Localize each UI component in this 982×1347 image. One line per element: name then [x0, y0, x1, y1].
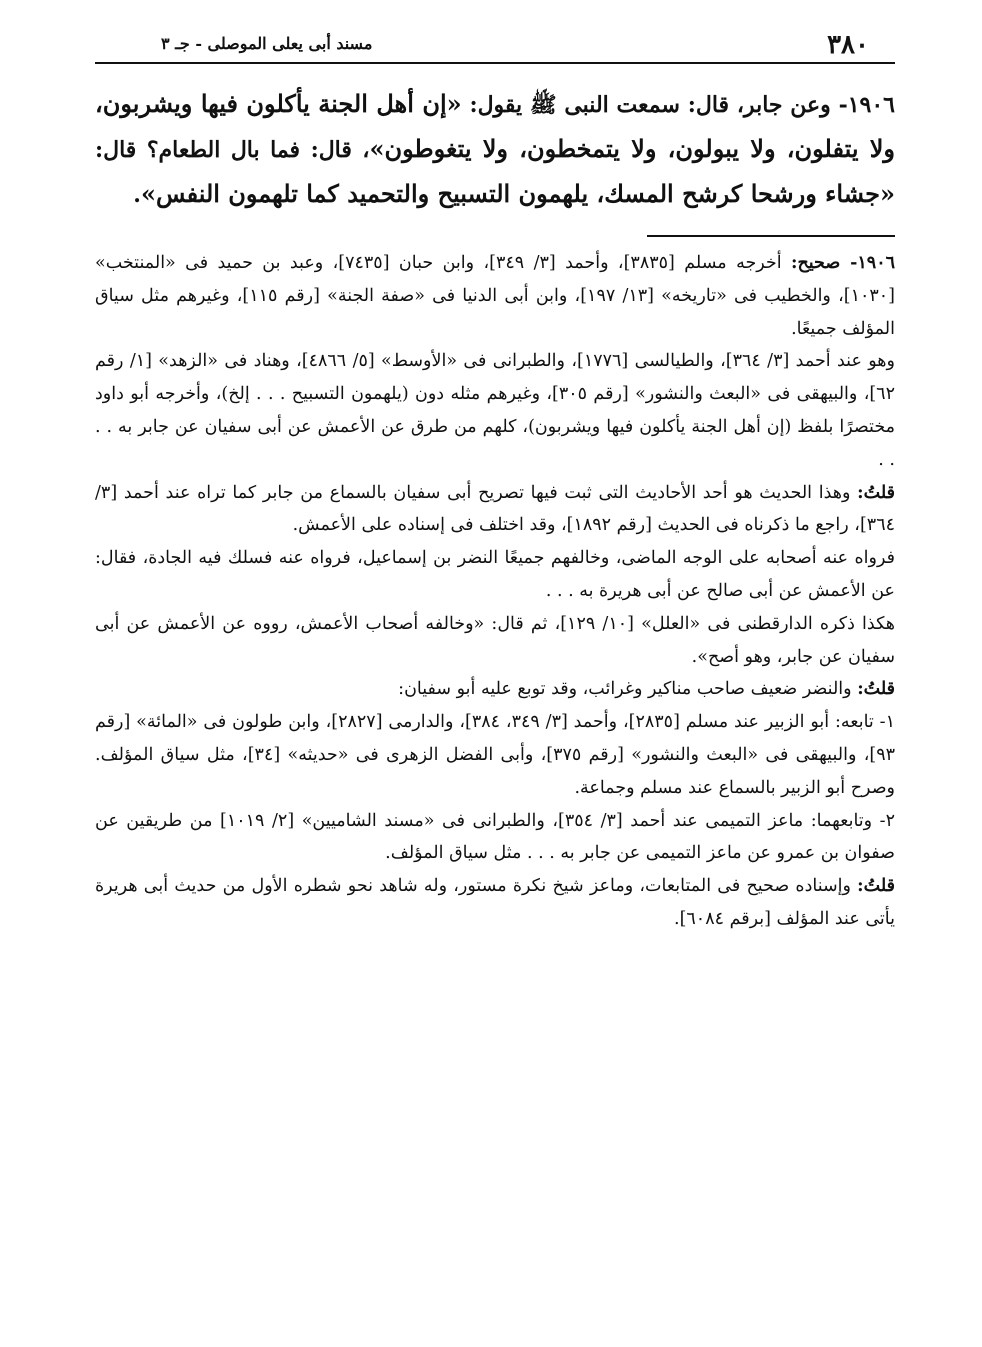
hadith-end: .	[133, 182, 141, 208]
qultu-label: قلتُ:	[857, 482, 895, 503]
qultu-label: قلتُ:	[857, 679, 895, 700]
page-number: ٣٨٠	[819, 30, 877, 60]
footnote-label: ١٩٠٦- صحيح:	[791, 253, 895, 273]
hadith-quote-2: «جشاء ورشحا كرشح المسك، يلهمون التسبيح والتحميد كما تلهمون النفس»	[140, 179, 895, 208]
footnote-paragraph: فرواه عنه أصحابه على الوجه الماضى، وخالفهم جميعًا النضر بن إسماعيل، فرواه عنه فسلك فيه الجادة، فقال: عن الأعمش عن أبى صالح عن أبى هريرة به . . .	[95, 548, 895, 601]
footnote-paragraph	[95, 247, 895, 345]
running-title: مسند أبى يعلى الموصلى - جـ ٣	[153, 34, 380, 53]
hadith-number: ١٩٠٦-	[838, 92, 895, 118]
hadith-quote-1: «إن أهل الجنة يأكلون فيها ويشربون، ولا يتفلون، ولا يبولون، ولا يتمخطون، ولا يتغوطون»	[95, 89, 895, 163]
footnote-divider	[647, 235, 895, 237]
page-header	[95, 28, 895, 64]
footnote-paragraph	[95, 870, 895, 936]
footnote-paragraph	[95, 673, 895, 706]
page	[95, 28, 895, 936]
footnote-paragraph: وهو عند أحمد [٣/ ٣٦٤]، والطيالسى [١٧٧٦]، والطبرانى فى «الأوسط» [٥/ ٤٨٦٦]، وهناد فى «الزهد» [١/ رقم ٦٢]، والبيهقى فى «البعث والنشور» [رقم ٣٠٥]، وغيرهم مثله دون (يلهمون التسبيح . . . إلخ)، وأخرجه أبو داود مختصرًا بلفظ (إن أهل الجنة يأكلون فيها ويشربون)، كلهم من طرق عن الأعمش عن أبى سفيان عن جابر به . . . .	[95, 351, 895, 470]
footnote-paragraph: ١- تابعه: أبو الزبير عند مسلم [٢٨٣٥]، وأحمد [٣/ ٣٤٩، ٣٨٤]، والدارمى [٢٨٢٧]، وابن طولون فى «المائة» [رقم ٩٣]، والبيهقى فى «البعث والنشور» [رقم ٣٧٥]، وأبى الفضل الزهرى فى «حديثه» [٣٤]، مثل سياق المؤلف. وصرح أبو الزبير بالسماع عند مسلم وجماعة.	[95, 712, 895, 798]
footnote-paragraph	[95, 477, 895, 543]
footnote-paragraph: هكذا ذكره الدارقطنى فى «العلل» [١٠/ ١٢٩]، ثم قال: «وخالفه أصحاب الأعمش، رووه عن الأعمش عن أبى سفيان عن جابر، وهو أصح».	[95, 613, 895, 667]
footnotes	[95, 247, 895, 936]
footnote-text: وإسناده صحيح فى المتابعات، وماعز شيخ نكرة مستور، وله شاهد نحو شطره الأول من حديث أبى هريرة يأتى عند المؤلف [برقم ٦٠٨٤].	[95, 876, 895, 929]
footnote-text: أخرجه مسلم [٣٨٣٥]، وأحمد [٣/ ٣٤٩]، وابن حبان [٧٤٣٥]، وعبد بن حميد فى «المنتخب» [١٠٣٠]، والخطيب فى «تاريخه» [١٣/ ١٩٧]، وابن أبى الدنيا فى «صفة الجنة» [رقم ١١٥]، وغيرهم مثل سياق المؤلف جميعًا.	[95, 253, 895, 339]
footnote-text: وهذا الحديث هو أحد الأحاديث التى ثبت فيها تصريح أبى سفيان بالسماع من جابر كما تراه عند أحمد [٣/ ٣٦٤]، راجع ما ذكرناه فى الحديث [رقم ١٨٩٢]، وقد اختلف فى إسناده على الأعمش.	[95, 482, 895, 536]
hadith-intro: وعن جابر، قال: سمعت النبى ﷺ يقول:	[469, 92, 831, 118]
footnote-paragraph: ٢- وتابعهما: ماعز التميمى عند أحمد [٣/ ٣٥٤]، والطبرانى فى «مسند الشاميين» [٢/ ١٠١٩] من طريقين عن صفوان بن عمرو عن ماعز التميمى عن جابر به . . . مثل سياق المؤلف.	[95, 810, 895, 864]
footnote-text: والنضر ضعيف صاحب مناكير وغرائب، وقد توبع عليه أبو سفيان:	[398, 679, 852, 700]
qultu-label: قلتُ:	[857, 876, 895, 897]
hadith-text	[95, 82, 895, 217]
hadith-middle: ، قال: فما بال الطعام؟ قال:	[95, 137, 370, 163]
